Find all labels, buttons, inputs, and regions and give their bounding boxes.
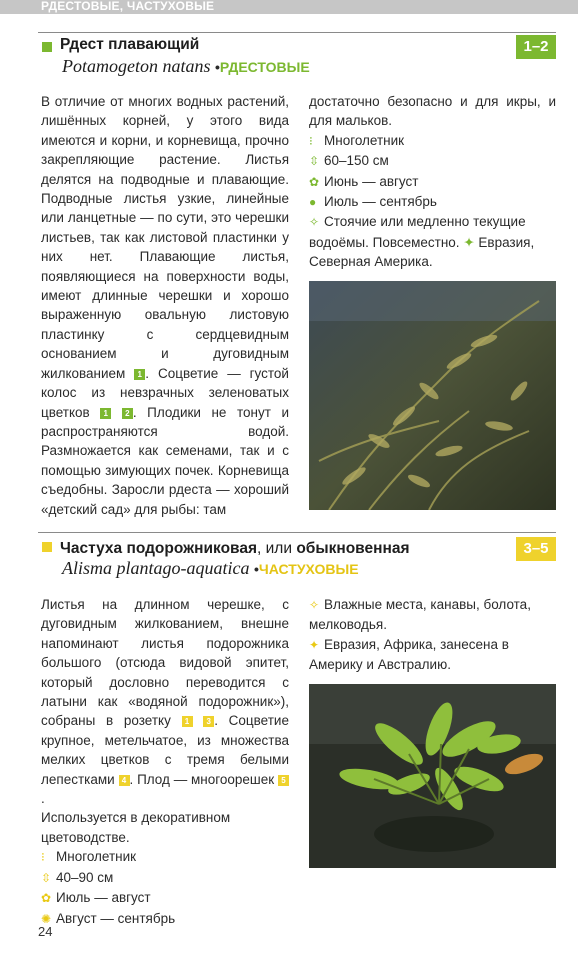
photo-ref-1: 1 — [134, 369, 145, 380]
flower-icon: ✿ — [41, 891, 52, 906]
entry2-flowering: ✿ Июль — август — [41, 888, 289, 908]
photo-ref-2: 2 — [122, 408, 133, 419]
habitat-icon: ✧ — [309, 215, 320, 230]
habitat-icon: ✧ — [309, 598, 320, 612]
entry2-usage: Используется в декоративном цветоводстве. — [41, 810, 231, 845]
entry1-height: ⇳ 60–150 см — [309, 151, 556, 171]
entry2-right-column — [309, 595, 556, 675]
entry2-height: ⇳ 40–90 см — [41, 868, 289, 888]
entry1-life-form: ⁝ Многолетник — [309, 131, 556, 151]
entry1-fruiting: ● Июль — сентябрь — [309, 192, 556, 212]
entry1-flowering: ✿ Июнь — август — [309, 172, 556, 192]
entry1-title: Рдест плавающий — [60, 36, 200, 53]
range-star-icon: ✦ — [309, 637, 320, 652]
entry1-latin-name: Potamogeton natans •РДЕСТОВЫЕ — [62, 56, 310, 76]
entry1-family: РДЕСТОВЫЕ — [219, 59, 310, 75]
entry2-family: ЧАСТУХОВЫЕ — [258, 561, 359, 577]
entry2-photo-number-badge: 3–5 — [516, 537, 556, 561]
entry2-latin-name: Alisma plantago-aquatica •ЧАСТУХОВЫЕ — [62, 558, 359, 578]
photo-ref-4: 4 — [119, 775, 130, 786]
fruit-icon: ● — [309, 195, 317, 210]
photo-ref-3: 3 — [203, 716, 214, 727]
entry2-top-rule — [38, 532, 556, 533]
range-star-icon: ✦ — [463, 234, 475, 250]
entry2-photo-water-plantain — [309, 684, 556, 868]
photo-ref-1: 1 — [182, 716, 193, 727]
entry2-title: Частуха подорожниковая, или обыкновенная — [60, 540, 410, 557]
entry1-text-continuation: достаточно безопасно и для икры, и для мальков. — [309, 94, 556, 129]
life-form-icon: ⁝ — [309, 133, 313, 148]
entry1-description: В отличие от многих водных растений, лишённых корней, у этого вида имеются и корни, и корневища, прочно закрепляющие растение. Листья делятся на подводные и плавающие. Подводные листья узкие, линейные или ланцетные — по сути, это черешки листьев, так как листовой пластинки у них нет. Плавающие листья, появляющиеся на поверхности воды, имеют длинные черешки и хорошо выраженную овальную листовую пластинку с сердцевидным основанием и дуговидным жилкованием 1 . Соцветие — густой колос из невзрачных зеленоватых цветков 1 2 . Плодики не тонут и распространяются водой. Размножается как семенами, так и с помощью зимующих почек. Корневища съедобны. Заросли рдеста — хороший «детский сад» для рыбы: там — [41, 94, 289, 517]
entry1-right-column — [309, 92, 556, 272]
entry1-top-rule — [38, 32, 556, 33]
height-icon: ⇳ — [41, 870, 52, 885]
flower-icon: ✿ — [309, 174, 320, 189]
entry1-photo-number-badge: 1–2 — [516, 35, 556, 59]
running-head-text: РДЕСТОВЫЕ, ЧАСТУХОВЫЕ — [41, 0, 215, 13]
photo-ref-5: 5 — [278, 775, 289, 786]
entry2-description: Листья на длинном черешке, с дуговидным жилкованием, внешне напоминают листья подорожника большого (отсюда видовой эпитет, который дословно переводится с латыни как «водяной подорожник»), собраны в розетку 1 3 . Соцветие крупное, метельчатое, из множества мелких цветков с тремя белыми лепестками 4 . Плод — многоорешек 5. Используется в декоративном цветоводстве. ⁝ Многолетник ⇳ 40–90 см ✿ Июль — август ✺ Август — сентябрь — [41, 595, 289, 929]
entry1-photo-pondweed — [309, 281, 556, 510]
entry2-fruiting: ✺ Август — сентябрь — [41, 909, 289, 929]
entry2-habitat: ✧ Влажные места, канавы, болота, мелководья. — [309, 597, 531, 633]
entry2-life-form: ⁝ Многолетник — [41, 847, 289, 867]
life-form-icon: ⁝ — [41, 850, 45, 865]
height-icon: ⇳ — [309, 154, 320, 169]
photo-ref-1: 1 — [100, 408, 111, 419]
page-number: 24 — [38, 924, 53, 939]
entry1-range: Евразия, Северная Америка. — [309, 234, 535, 270]
running-head — [0, 0, 578, 14]
entry2-range: ✦ Евразия, Африка, занесена в Америку и Австралию. — [309, 636, 509, 673]
fruit-icon: ✺ — [41, 911, 52, 926]
entry2-color-square — [42, 542, 52, 552]
entry1-habitat: ✧ Стоячие или медленно текущие водоёмы. Повсеместно. ✦ Евразия, Северная Америка. — [309, 214, 535, 270]
entry1-color-square — [42, 42, 52, 52]
